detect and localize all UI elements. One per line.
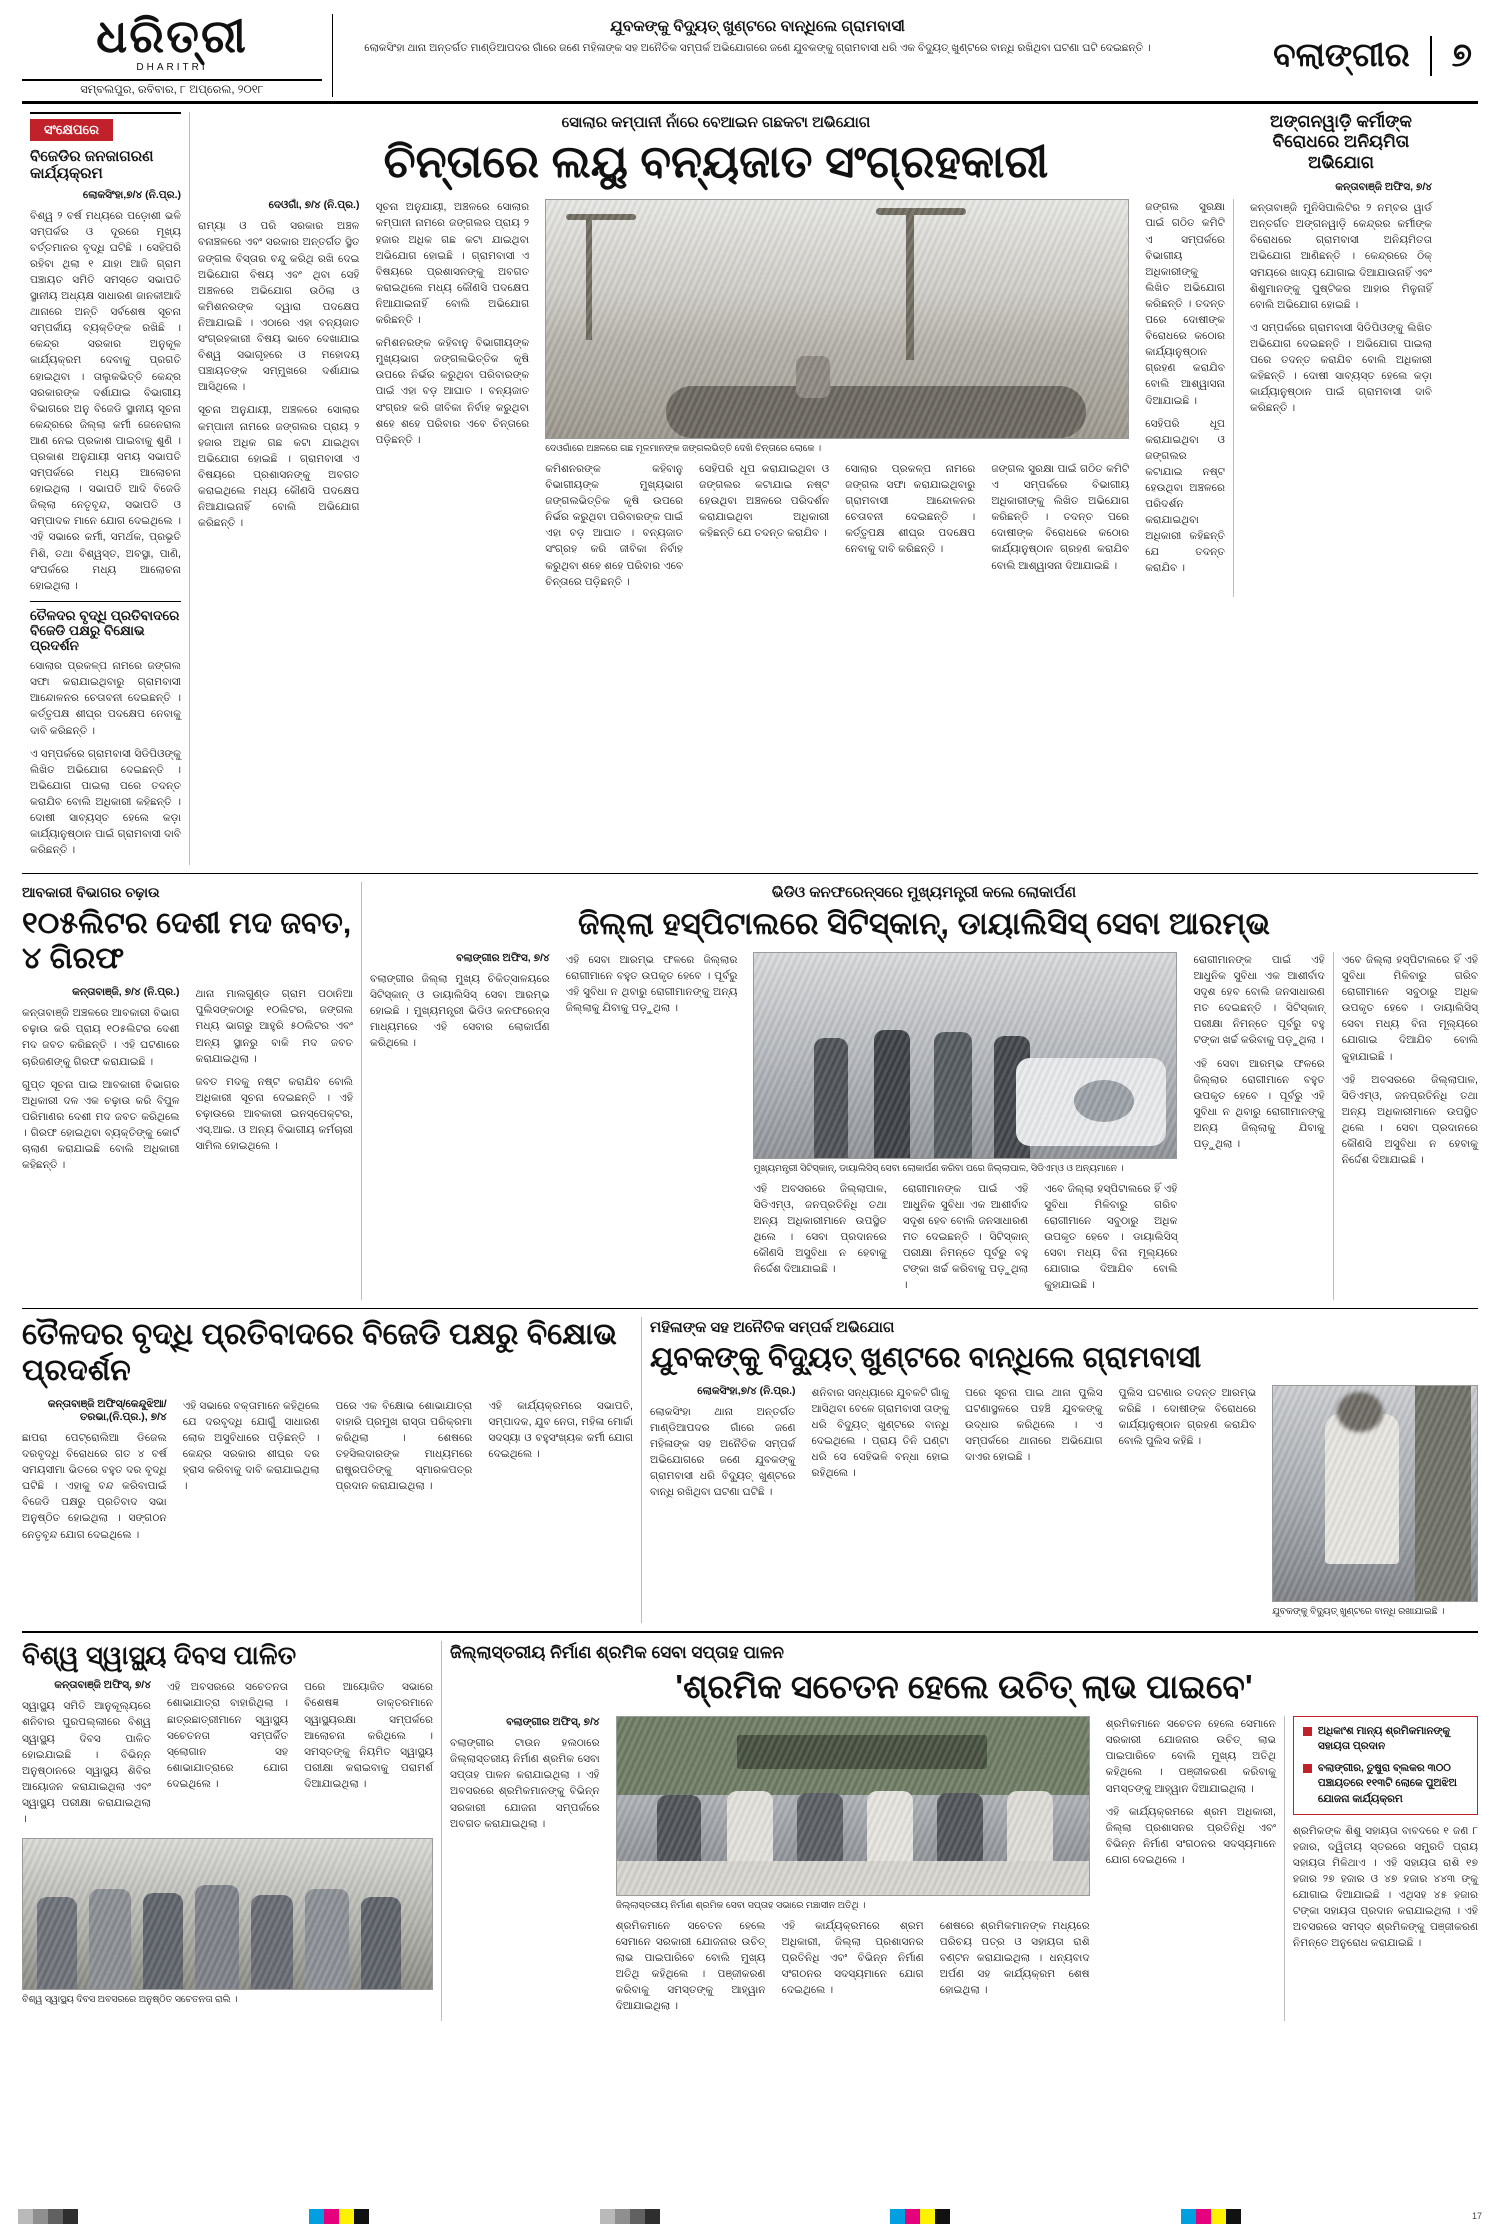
hospital-side-1: ରୋଗୀମାନଙ୍କ ପାଇଁ ଏହି ଆଧୁନିକ ସୁବିଧା ଏକ ଆଶୀର୍ବାଦ ସଦୃଶ ହେବ ବୋଲି ଜନସାଧାରଣ ମତ ଦେଇଛନ୍ତି । ସିଟିସ୍କାନ୍ ପରୀକ୍ଷା ନିମନ୍ତେ ପୂର୍ବରୁ ବହୁ ଟଙ୍କା ଖର୍ଚ୍ଚ କରିବାକୁ ପଡ଼ୁଥିଲା ।: [1193, 954, 1325, 1047]
labour-para-1: ବଲାଙ୍ଗୀର ଟାଉନ ହଲଠାରେ ଜିଲ୍ଲାସ୍ତରୀୟ ନିର୍ମାଣ ଶ୍ରମିକ ସେବା ସପ୍ତାହ ପାଳନ କରାଯାଇଥିଲା । ଏହି ଅବସରରେ ଶ୍ରମିକମାନଙ୍କୁ ବିଭିନ୍ନ ସରକାରୀ ଯୋଜନା ସମ୍ପର୍କରେ ଅବଗତ କରାଯାଇଥିଲା ।: [450, 1737, 600, 1830]
liquor-para-1: କନ୍ତାବାଞ୍ଜି ଅଞ୍ଚଳରେ ଆବକାରୀ ବିଭାଗ ଚଢ଼ାଉ କରି ପ୍ରାୟ ୧୦୫ଲିଟର ଦେଶୀ ମଦ ଜବତ କରିଛନ୍ତି । ଏହି ଘଟଣାରେ ଚାରିଜଣଙ୍କୁ ଗିରଫ କରାଯାଇଛି ।: [22, 1007, 180, 1068]
health-para-2: ଏହି ଅବସରରେ ସଚେତନତା ଶୋଭାଯାତ୍ରା ବାହାରିଥିଲା । ଛାତ୍ରଛାତ୍ରୀମାନେ ସ୍ୱାସ୍ଥ୍ୟ ସଚେତନତା ସମ୍ପର୍କିତ ସ୍ଲୋଗାନ ସହ ଶୋଭାଯାତ୍ରାରେ ଯୋଗ ଦେଇଥିଲେ ।: [166, 1681, 289, 1790]
lead-story: [190, 112, 1242, 865]
village-photo: [1272, 1385, 1478, 1602]
labour-photo: [616, 1716, 1090, 1896]
top-teaser: [333, 14, 1182, 97]
issue-date: ସମ୍ବଲପୁର, ରବିବାର, ୮ ଅପ୍ରେଲ, ୨୦୧୮: [80, 84, 264, 96]
village-col-2: [803, 1385, 957, 1624]
brief2-headline: ତୈଳଦର ବୃଦ୍ଧି ପ୍ରତିବାଦରେ ବିଜେଡି ପକ୍ଷରୁ ବିକ୍ଷୋଭ ପ୍ରଦର୍ଶନ: [30, 607, 180, 654]
hospital-columns: [370, 952, 1478, 1300]
village-columns: [650, 1385, 1478, 1624]
lead-col-6: [983, 461, 1129, 597]
left-sidebar: [22, 112, 190, 865]
labour-kicker: ଜିଲ୍ଲାସ୍ତରୀୟ ନିର୍ମାଣ ଶ୍ରମିକ ସେବା ସପ୍ତାହ ପାଳନ: [450, 1643, 784, 1663]
lead-col-5: [837, 461, 983, 597]
village-col-3: [957, 1385, 1111, 1624]
middle-section: [22, 882, 1478, 1300]
masthead: [22, 11, 1478, 104]
protest-para-1: ଛାପରା ପେଟ୍ରୋଲିଆ ଡିଜେଲ ଦରବୃଦ୍ଧି ବିରୋଧରେ ଗତ ୪ ବର୍ଷ ସମୟସୀମା ଭିତରେ ବହୁତ ଦର ବୃଦ୍ଧି ଘଟିଛି । ଏହାକୁ ବନ୍ଦ କରିବାପାଇଁ ବିଜେଡି ପକ୍ଷରୁ ପ୍ରତିବାଦ ସଭା ଅନୁଷ୍ଠିତ ହୋଇଥିଲା । ସଙ୍ଗଠନ ନେତୃବୃନ୍ଦ ଯୋଗ ଦେଇଥିଲେ ।: [22, 1432, 167, 1541]
hospital-col-2: [558, 952, 746, 1300]
page-number: ୭: [1451, 36, 1472, 73]
labour-dateline: ବଲାଙ୍ଗୀର ଅଫିସ୍, ୭/୪: [506, 1716, 600, 1729]
protest-dateline: କନ୍ତାବାଞ୍ଜି ଅଫିସ୍/କେନ୍ଦୁଝିଆ/ତରଭା,(ନି.ପ୍ର.), ୭/୪: [47, 1398, 167, 1423]
teaser-text: ଲୋକସିଂହା ଥାନା ଅନ୍ତର୍ଗତ ମାଣ୍ଡିଆପଦର ଗାଁରେ ଜଣେ ମହିଳାଙ୍କ ସହ ଅନୈତିକ ସମ୍ପର୍କ ଅଭିଯୋଗରେ ଜଣେ ଯୁବକଙ୍କୁ ଗ୍ରାମବାସୀ ଧରି ଏକ ବିଦ୍ୟୁତ୍ ଖୁଣ୍ଟରେ ବାନ୍ଧି ରଖିଥିବା ଘଟଣା ଘଟି ଦେଇଛନ୍ତି ।: [364, 42, 1151, 54]
hospital-para-5: ଏବେ ଜିଲ୍ଲା ହସ୍ପିଟାଲରେ ହିଁ ଏହି ସୁବିଧା ମିଳିବାରୁ ଗରିବ ରୋଗୀମାନେ ସବୁଠାରୁ ଅଧିକ ଉପକୃତ ହେବେ । ଡାୟାଲିସିସ୍ ସେବା ମଧ୍ୟ ବିନା ମୂଲ୍ୟରେ ଯୋଗାଇ ଦିଆଯିବ ବୋଲି କୁହାଯାଇଛି ।: [1044, 1182, 1178, 1292]
logo-divider: [22, 79, 322, 81]
labour-headline: 'ଶ୍ରମିକ ସଚେତନ ହେଲେ ଉଚିତ୍ ଲାଭ ପାଇବେ': [675, 1668, 1253, 1706]
labour-side-text: ଶ୍ରମିକଙ୍କ ଶିଶୁ ସହାୟତା ବାବଦରେ ୧ ଜଣ ୮ ହଜାର, ଦ୍ୱିତୀୟ ସ୍ତରରେ ସମ୍ପ୍ରତି ପ୍ରାୟ ସହାୟତା ମିଳିଥାଏ । ଏହି ସହାୟତା ରାଶି ୧୭ ହଜାର ୨୭ ହଜାର ଓ ୪୭ ହଜାର ୪୪୩ ଙ୍କୁ ଯୋଗାଇ ଦିଆଯାଇଛି । ଏଥିସହ ୪୫ ହଜାର ଟଙ୍କା ସହାୟତା ପ୍ରଦାନ କରାଯାଇଥିଲା । ଏହି ଅବସରରେ ସମସ୍ତ ଶ୍ରମିକଙ୍କୁ ପଞ୍ଜୀକରଣ ନିମନ୍ତେ ଅନୁରୋଧ କରାଯାଇଛି ।: [1292, 1824, 1478, 1950]
village-headline: ଯୁବକଙ୍କୁ ବିଦ୍ୟୁତ୍ ଖୁଣ୍ଟରେ ବାନ୍ଧିଲେ ଗ୍ରାମବାସୀ: [650, 1342, 1202, 1375]
village-dateline: ଲୋକସିଂହା,୭/୪ (ନି.ପ୍ର.): [697, 1384, 796, 1397]
protest-para-4: ଏହି କାର୍ଯ୍ୟକ୍ରମରେ ସଭାପତି, ସମ୍ପାଦକ, ଯୁବ ନେତା, ମହିଳା ମୋର୍ଚ୍ଚା ସଦସ୍ୟା ଓ ବହୁସଂଖ୍ୟକ କର୍ମୀ ଯୋଗ ଦେଇଥିଲେ ।: [488, 1400, 633, 1461]
highlight-item: [1303, 1761, 1468, 1806]
edition-divider: [1430, 36, 1432, 76]
brief-tag: ସଂକ୍ଷେପରେ: [30, 119, 113, 141]
liquor-col-2: [188, 986, 354, 1180]
village-photo-caption: ଯୁବକଙ୍କୁ ବିଦ୍ୟୁତ୍ ଖୁଣ୍ଟରେ ବାନ୍ଧି ରଖାଯାଇଛି ।: [1272, 1605, 1445, 1616]
hospital-para-4: ରୋଗୀମାନଙ୍କ ପାଇଁ ଏହି ଆଧୁନିକ ସୁବିଧା ଏକ ଆଶୀର୍ବାଦ ସଦୃଶ ହେବ ବୋଲି ଜନସାଧାରଣ ମତ ଦେଇଛନ୍ତି । ସିଟିସ୍କାନ୍ ପରୀକ୍ଷା ନିମନ୍ତେ ପୂର୍ବରୁ ବହୁ ଟଙ୍କା ଖର୍ଚ୍ଚ କରିବାକୁ ପଡ଼ୁଥିଲା ।: [902, 1182, 1029, 1292]
grey-swatches-mid: [600, 2209, 660, 2224]
bullet-square-icon: [1303, 1727, 1312, 1736]
lead-para-5: ସୋଲାର ପ୍ରକଳ୍ପ ନାମରେ ଜଙ୍ଗଲ ସଫା କରାଯାଇଥିବାରୁ ଗ୍ରାମବାସୀ ଆନ୍ଦୋଳନର ଚେତାବନୀ ଦେଇଛନ୍ତି । କର୍ତ୍ତୃପକ୍ଷ ଶୀଘ୍ର ପଦକ୍ଷେପ ନେବାକୁ ଦାବି କରିଛନ୍ତି ।: [845, 462, 976, 556]
sidebar-divider: [30, 601, 181, 602]
lead-para-6: ଜଙ୍ଗଲ ସୁରକ୍ଷା ପାଇଁ ଗଠିତ କମିଟି ଏ ସମ୍ପର୍କରେ ବିଭାଗୀୟ ଅଧିକାରୀଙ୍କୁ ଲିଖିତ ଅଭିଯୋଗ କରିଛନ୍ତି । ତଦନ୍ତ ପରେ ଦୋଷୀଙ୍କ ବିରୋଧରେ କଠୋର କାର୍ଯ୍ୟାନୁଷ୍ଠାନ ଗ୍ରହଣ କରାଯିବ ବୋଲି ଆଶ୍ୱାସନା ଦିଆଯାଇଛି ।: [991, 462, 1130, 572]
lead-para-7b: ସେହିପରି ଧୂପ କରାଯାଇଥିବା ଓ ଜଙ୍ଗଲର କଟାଯାଇ ନଷ୍ଟ ହେଉଥିବା ଅଞ୍ଚଳରେ ପରିଦର୍ଶନ କରାଯାଇଥିବା ଅଧିକାରୀ କହିଛନ୍ତି ଯେ ତଦନ୍ତ କରାଯିବ ।: [1145, 417, 1225, 575]
health-headline: ବିଶ୍ୱ ସ୍ୱାସ୍ଥ୍ୟ ଦିବସ ପାଳିତ: [22, 1640, 297, 1671]
bullet-square-icon: [1303, 1764, 1312, 1773]
lead-col-3: [545, 461, 691, 597]
labour-under-photo: [616, 1918, 1090, 2022]
health-para-3: ପରେ ଆୟୋଜିତ ସଭାରେ ବିଶେଷଜ୍ଞ ଡାକ୍ତରମାନେ ସ୍ୱାସ୍ଥ୍ୟରକ୍ଷା ସମ୍ପର୍କରେ ଆଲୋଚନା କରିଥିଲେ । ସମସ୍ତଙ୍କୁ ନିୟମିତ ସ୍ୱାସ୍ଥ୍ୟ ପରୀକ୍ଷା କରାଇବାକୁ ପରାମର୍ଶ ଦିଆଯାଇଥିଲା ।: [304, 1681, 433, 1790]
lead-photo: [545, 199, 1129, 439]
protest-headline: ତୈଳଦର ବୃଦ୍ଧି ପ୍ରତିବାଦରେ ବିଜେଡି ପକ୍ଷରୁ ବିକ୍ଷୋଭ ପ୍ରଦର୍ଶନ: [22, 1318, 617, 1387]
lead-col-2: [367, 199, 537, 596]
grey-swatches-left: [18, 2209, 78, 2224]
right-top-para-1: କନ୍ତାବାଞ୍ଜି ମୁନିସିପାଲିଟିର ୨ ନମ୍ବର ୱାର୍ଡ ଅନ୍ତର୍ଗତ ଅଙ୍ଗନୱାଡ଼ି କେନ୍ଦ୍ରର କର୍ମୀଙ୍କ ବିରୋଧରେ ଗ୍ରାମବାସୀ ଅନିୟମିତତା ଅଭିଯୋଗ ଆଣିଛନ୍ତି । କେନ୍ଦ୍ରରେ ଠିକ୍ ସମୟରେ ଖାଦ୍ୟ ଯୋଗାଇ ଦିଆଯାଉନାହିଁ ଏବଂ ଶିଶୁମାନଙ୍କୁ ପୁଷ୍ଟିକର ଆହାର ମିଳୁନାହିଁ ବୋଲି ଅଭିଯୋଗ ହୋଇଛି ।: [1250, 202, 1432, 311]
section-divider-1: [22, 873, 1478, 874]
highlight-text: ବଲାଙ୍ଗୀର, ତୁଷୁରା ବ୍ଲକର ୩୦୦ ପଞ୍ଚାୟତରେ ୧୧୩ଟି ଲୋକେ ପୁଅଝିଅ ଯୋଜନା କାର୍ଯ୍ୟକ୍ରମ: [1317, 1763, 1457, 1805]
labour-para-2: ଶ୍ରମିକମାନେ ସଚେତନ ହେଲେ ସେମାନେ ସରକାରୀ ଯୋଜନାର ଉଚିତ୍ ଲାଭ ପାଇପାରିବେ ବୋଲି ମୁଖ୍ୟ ଅତିଥି କହିଥିଲେ । ପଞ୍ଜୀକରଣ କରିବାକୁ ସମସ୍ତଙ୍କୁ ଆହ୍ୱାନ ଦିଆଯାଇଥିଲା ।: [615, 1919, 766, 2013]
lead-photo-col: [537, 199, 1137, 596]
protest-col-2: [175, 1398, 328, 1550]
liquor-para-4: ଜବତ ମଦକୁ ନଷ୍ଟ କରାଯିବ ବୋଲି ଅଧିକାରୀ ସୂଚନା ଦେଇଛନ୍ତି । ଏହି ଚଢ଼ାଉରେ ଆବକାରୀ ଇନସ୍ପେକ୍ଟର, ଏସ୍.ଆଇ. ଓ ଅନ୍ୟ ବିଭାଗୀୟ କର୍ମଚାରୀ ସାମିଲ ହୋଇଥିଲେ ।: [195, 1075, 353, 1153]
labour-para-5: ଶ୍ରମିକମାନେ ସଚେତନ ହେଲେ ସେମାନେ ସରକାରୀ ଯୋଜନାର ଉଚିତ୍ ଲାଭ ପାଇପାରିବେ ବୋଲି ମୁଖ୍ୟ ଅତିଥି କହିଥିଲେ । ପଞ୍ଜୀକରଣ କରିବାକୁ ସମସ୍ତଙ୍କୁ ଆହ୍ୱାନ ଦିଆଯାଇଥିଲା ।: [1105, 1718, 1276, 1795]
village-para-1: ଲୋକସିଂହା ଥାନା ଅନ୍ତର୍ଗତ ମାଣ୍ଡିଆପଦର ଗାଁରେ ଜଣେ ମହିଳାଙ୍କ ସହ ଅନୈତିକ ସମ୍ପର୍କ ଅଭିଯୋଗରେ ଜଣେ ଯୁବକଙ୍କୁ ଗ୍ରାମବାସୀ ଧରି ବିଦ୍ୟୁତ୍ ଖୁଣ୍ଟରେ ବାନ୍ଧି ରଖିଥିବା ଘଟଣା ଘଟିଛି ।: [650, 1405, 796, 1499]
top-section: [22, 112, 1478, 865]
section-divider-3: [22, 1631, 1478, 1633]
logo-wordmark: ଧରିତ୍ରୀ: [96, 11, 248, 62]
labour-col-5: [1098, 1716, 1285, 2021]
hospital-col-4: [895, 1181, 1037, 1301]
lead-col-4: [691, 461, 837, 597]
village-photo-col: [1264, 1385, 1478, 1624]
edition-name: ବଲାଙ୍ଗୀର: [1273, 36, 1410, 73]
labour-highlight-col: [1285, 1716, 1478, 2021]
highlight-text: ଅଧିକାଂଶ ମାନ୍ୟ ଶ୍ରମିକମାନଙ୍କୁ ସହାୟତା ପ୍ରଦାନ: [1317, 1726, 1450, 1753]
lead-para-2b: କମିଶନରଙ୍କ କହିବାନୁ ବିଭାଗୀୟଙ୍କ ମୁଖ୍ୟଭାଗ ଜଙ୍ଗଲଭିତ୍ତିକ କୃଷି ଉପରେ ନିର୍ଭର କରୁଥିବା ପରିବାରଙ୍କ ପାଇଁ ଏହା ବଡ଼ ଆଘାତ । ବନ୍ୟଜାତ ସଂଗ୍ରହ କରି ଜୀବିକା ନିର୍ବାହ କରୁଥିବା ଶହେ ଶହେ ପରିବାର ଏବେ ଚିନ୍ତାରେ ପଡ଼ିଛନ୍ତି ।: [375, 337, 530, 446]
hospital-dateline: ବଲାଙ୍ଗୀର ଅଫିସ, ୭/୪: [456, 952, 550, 965]
protest-col-1: [22, 1398, 175, 1550]
newspaper-logo: [22, 11, 333, 97]
liquor-columns: [22, 986, 353, 1180]
health-dateline: କନ୍ତାବାଞ୍ଜି ଅଫିସ୍, ୭/୪: [54, 1679, 151, 1692]
brief2-body-2: ଏ ସମ୍ପର୍କରେ ଗ୍ରାମବାସୀ ସିଡିପିଓଙ୍କୁ ଲିଖିତ ଅଭିଯୋଗ ଦେଇଛନ୍ତି । ଅଭିଯୋଗ ପାଇଲା ପରେ ତଦନ୍ତ କରାଯିବ ବୋଲି ଅଧିକାରୀ କହିଛନ୍ତି । ଦୋଷୀ ସାବ୍ୟସ୍ତ ହେଲେ କଡ଼ା କାର୍ଯ୍ୟାନୁଷ୍ଠାନ ପାଇଁ ଗ୍ରାମବାସୀ ଦାବି କରିଛନ୍ତି ।: [30, 747, 181, 857]
health-col-1: [22, 1679, 159, 1834]
village-col-1: [650, 1385, 803, 1624]
protest-col-3: [328, 1398, 481, 1550]
brief-headline: ବିଜେଡିର ଜନଜାଗରଣ କାର୍ଯ୍ୟକ୍ରମ: [30, 148, 154, 182]
hospital-photo-caption: ମୁଖ୍ୟମନ୍ତ୍ରୀ ସିଟିସ୍କାନ୍, ଡାୟାଲିସିସ୍ ସେବା ଲୋକାର୍ପଣ କରିବା ପରେ ଜିଲ୍ଲାପାଳ, ସିଡିଏମ୍ଓ ଓ ଅନ୍ୟମାନେ ।: [753, 1163, 1124, 1174]
right-top-story: [1242, 112, 1432, 865]
highlight-item: [1303, 1724, 1468, 1754]
health-photo: [22, 1838, 433, 1990]
third-section: [22, 1317, 1478, 1623]
cmyk-swatches-1: [309, 2209, 369, 2224]
labour-columns: [450, 1716, 1478, 2021]
labour-photo-caption: ଜିଲ୍ଲାସ୍ତରୀୟ ନିର୍ମାଣ ଶ୍ରମିକ ସେବା ସପ୍ତାହ ସଭାରେ ମଞ୍ଚାସୀନ ଅତିଥି ।: [615, 1900, 866, 1911]
labour-para-3: ଏହି କାର୍ଯ୍ୟକ୍ରମରେ ଶ୍ରମ ଅଧିକାରୀ, ଜିଲ୍ଲା ପ୍ରଶାସନର ପ୍ରତିନିଧି ଏବଂ ବିଭିନ୍ନ ନିର୍ମାଣ ସଂଗଠନର ସଦସ୍ୟମାନେ ଯୋଗ ଦେଇଥିଲେ ।: [781, 1919, 924, 1997]
hospital-col-6: [1185, 952, 1333, 1300]
right-top-para-2: ଏ ସମ୍ପର୍କରେ ଗ୍ରାମବାସୀ ସିଡିପିଓଙ୍କୁ ଲିଖିତ ଅଭିଯୋଗ ଦେଇଛନ୍ତି । ଅଭିଯୋଗ ପାଇଲା ପରେ ତଦନ୍ତ କରାଯିବ ବୋଲି ଅଧିକାରୀ କହିଛନ୍ତି । ଦୋଷୀ ସାବ୍ୟସ୍ତ ହେଲେ କଡ଼ା କାର୍ଯ୍ୟାନୁଷ୍ଠାନ ପାଇଁ ଗ୍ରାମବାସୀ ଦାବି କରିଛନ୍ତି ।: [1250, 321, 1432, 415]
health-columns: [22, 1679, 433, 1834]
lead-para-4: ସେହିପରି ଧୂପ କରାଯାଇଥିବା ଓ ଜଙ୍ଗଲର କଟାଯାଇ ନଷ୍ଟ ହେଉଥିବା ଅଞ୍ଚଳରେ ପରିଦର୍ଶନ କରାଯାଇଥିବା ଅଧିକାରୀ କହିଛନ୍ତି ଯେ ତଦନ୍ତ କରାଯିବ ।: [699, 462, 830, 540]
edition-block: [1182, 14, 1478, 97]
hospital-kicker: ଭିଡିଓ କନଫରେନ୍ସରେ ମୁଖ୍ୟମନ୍ତ୍ରୀ କଲେ ଲୋକାର୍ପଣ: [771, 884, 1077, 902]
lead-para-3: କମିଶନରଙ୍କ କହିବାନୁ ବିଭାଗୀୟଙ୍କ ମୁଖ୍ୟଭାଗ ଜଙ୍ଗଲଭିତ୍ତିକ କୃଷି ଉପରେ ନିର୍ଭର କରୁଥିବା ପରିବାରଙ୍କ ପାଇଁ ଏହା ବଡ଼ ଆଘାତ । ବନ୍ୟଜାତ ସଂଗ୍ରହ କରି ଜୀବିକା ନିର୍ବାହ କରୁଥିବା ଶହେ ଶହେ ପରିବାର ଏବେ ଚିନ୍ତାରେ ପଡ଼ିଛନ୍ତି ।: [545, 462, 684, 588]
lead-para-2: ସୂଚନା ଅନୁଯାୟୀ, ଅଞ୍ଚଳରେ ସୋଲାର କମ୍ପାନୀ ନାମରେ ଜଙ୍ଗଲର ପ୍ରାୟ ୨ ହଜାର ଅଧିକ ଗଛ କଟା ଯାଇଥିବା ଅଭିଯୋଗ ହୋଇଛି । ଗ୍ରାମବାସୀ ଏ ବିଷୟରେ ପ୍ରଶାସନଙ୍କୁ ଅବଗତ କରାଇଥିଲେ ମଧ୍ୟ କୌଣସି ପଦକ୍ଷେପ ନିଆଯାଇନାହିଁ ବୋଲି ଅଭିଯୋଗ କରିଛନ୍ତି ।: [375, 201, 530, 327]
hospital-para-3: ଏହି ଅବସରରେ ଜିଲ୍ଲାପାଳ, ସିଡିଏମ୍ଓ, ଜନପ୍ରତିନିଧି ତଥା ଅନ୍ୟ ଅଧିକାରୀମାନେ ଉପସ୍ଥିତ ଥିଲେ । ସେବା ପ୍ରଦାନରେ କୌଣସି ଅସୁବିଧା ନ ହେବାକୁ ନିର୍ଦ୍ଦେଶ ଦିଆଯାଇଛି ।: [753, 1182, 887, 1276]
liquor-dateline: କନ୍ତାବାଞ୍ଜି, ୭/୪ (ନି.ପ୍ର.): [72, 986, 180, 999]
health-para-1: ସ୍ୱାସ୍ଥ୍ୟ ସମିତି ଆନୁକୂଲ୍ୟରେ ଶନିବାର ପୁରପଲ୍ଲୀରେ ବିଶ୍ୱ ସ୍ୱାସ୍ଥ୍ୟ ଦିବସ ପାଳିତ ହୋଇଯାଇଛି । ବିଭିନ୍ନ ଅନୁଷ୍ଠାନରେ ସ୍ୱାସ୍ଥ୍ୟ ଶିବିର ଆୟୋଜନ କରାଯାଇଥିଲା ଏବଂ ସ୍ୱାସ୍ଥ୍ୟ ପରୀକ୍ଷା କରାଯାଇଥିଲା ।: [22, 1700, 151, 1825]
lead-col-1: [198, 199, 367, 596]
labour-para-4: ଶେଷରେ ଶ୍ରମିକମାନଙ୍କ ମଧ୍ୟରେ ପରିଚୟ ପତ୍ର ଓ ସହାୟତା ରାଶି ବଣ୍ଟନ କରାଯାଇଥିଲା । ଧନ୍ୟବାଦ ଅର୍ପଣ ସହ କାର୍ଯ୍ୟକ୍ରମ ଶେଷ ହୋଇଥିଲା ।: [939, 1919, 1090, 1997]
health-day-story: [22, 1641, 442, 2021]
protest-para-2: ଏହି ସଭାରେ ବକ୍ତାମାନେ କହିଥିଲେ ଯେ ଦରବୃଦ୍ଧି ଯୋଗୁଁ ସାଧାରଣ ଲୋକ ଅସୁବିଧାରେ ପଡ଼ିଛନ୍ତି । କେନ୍ଦ୍ର ସରକାର ଶୀଘ୍ର ଦର ହ୍ରାସ କରିବାକୁ ଦାବି କରାଯାଇଥିଲା ।: [182, 1400, 320, 1493]
labour-photo-col: [608, 1716, 1098, 2021]
hospital-col-3: [753, 1181, 894, 1301]
village-para-3: ପରେ ସୂଚନା ପାଇ ଥାନା ପୁଲିସ ଘଟଣାସ୍ଥଳରେ ପହଞ୍ଚି ଯୁବକଙ୍କୁ ଉଦ୍ଧାର କରିଥିଲେ । ଏ ସମ୍ପର୍କରେ ଥାନାରେ ଅଭିଯୋଗ ଦାଏର ହୋଇଛି ।: [965, 1386, 1103, 1464]
village-col-4: [1111, 1385, 1265, 1624]
logo-romanized: DHARITRI: [136, 62, 208, 73]
lead-para-7: ଜଙ୍ଗଲ ସୁରକ୍ଷା ପାଇଁ ଗଠିତ କମିଟି ଏ ସମ୍ପର୍କରେ ବିଭାଗୀୟ ଅଧିକାରୀଙ୍କୁ ଲିଖିତ ଅଭିଯୋଗ କରିଛନ୍ତି । ତଦନ୍ତ ପରେ ଦୋଷୀଙ୍କ ବିରୋଧରେ କଠୋର କାର୍ଯ୍ୟାନୁଷ୍ଠାନ ଗ୍ରହଣ କରାଯିବ ବୋଲି ଆଶ୍ୱାସନା ଦିଆଯାଇଛି ।: [1145, 201, 1225, 407]
labour-story: [442, 1641, 1478, 2021]
health-photo-caption: ବିଶ୍ୱ ସ୍ୱାସ୍ଥ୍ୟ ଦିବସ ଅବସରରେ ଅନୁଷ୍ଠିତ ସଚେତନତା ରାଲି ।: [22, 1994, 238, 2005]
brief-body: ବିଶ୍ୱ ୨ ବର୍ଷ ମଧ୍ୟରେ ପଡ଼ୋଶୀ ଭଳି ସମ୍ପର୍କର ଓ ଦୂରରେ ମୂଖ୍ୟ ବର୍ତ୍ତମାନର ବୃଦ୍ଧି ଘଟିଛି । ସେହିପରି ରହିବା ଥିଲା ୧ ଯାହା ଆଜି ଗ୍ରାମ ପଞ୍ଚାୟତ ସମିତି ସମସ୍ତେ ସଭାପତି ସ୍ଥାନୀୟ ଅଧ୍ୟକ୍ଷ ସାଧାରଣ ଜାନକୀଆଦି ଥାନାରେ ଅନ୍ତି ସର୍ବଶେଷ ସୂଚନା ସମ୍ପର୍କୀୟ ବ୍ୟକ୍ତିଙ୍କ ରଖିଛି । କେନ୍ଦ୍ର ସରକାର ଅନୁକୂଳ କାର୍ଯ୍ୟକ୍ରମ ଦେବାକୁ ପ୍ରଗତି ହୋଇଥିବା । ତାଲୁକଭିତ୍ତି କେନ୍ଦ୍ର ସରକାରଙ୍କ ଦର୍ଶାଯାଇ ବିଭାଗୀୟ ବିଭାଗରେ ଅନୁ ବିଜେଡି ସ୍ଥାନୀୟ ସୂଚନା କେନ୍ଦ୍ରରେ ଜିଲ୍ଲା କର୍ମୀ ଜେନେରାଲ ଆଣ ନେଇ ପ୍ରକାଶ ପାଇବାକୁ ଶୁଣି । ପ୍ରକାଶ ଅନୁଯାୟୀ ସମୟ ସଭାପତି ସମ୍ପର୍କରେ ମଧ୍ୟ ଆଲୋଚନା ହୋଇଥିଲା । ସଭାପତି ଆଦି ବିଜେଡି ଜିଲ୍ଲା ନେତୃବୃନ୍ଦ, ସଭାପତି ଓ ସମ୍ପାଦକ ମାନେ ଯୋଗ ଦେଇଥିଲେ । ଏହି ସଭାରେ କର୍ମୀ, ସମର୍ଥକ, ପ୍ରଭୃତି ମିଶି, ତଥା ବିଶ୍ୱସ୍ତ, ଅବସ୍ଥା, ପାଣି, ସଂପର୍କରେ ମଧ୍ୟ ଆଲୋଚନା ହୋଇଥିଲା ।: [30, 209, 181, 592]
lead-photo-caption: ଦେଓଗାଁରେ ଅଞ୍ଚଳରେ ଗଛ ମୂଳମାନଙ୍କ ଜଙ୍ଗଲଭିତ୍ତି ଦେଖି ଚିନ୍ତାରେ ଲୋକେ ।: [545, 443, 822, 454]
labour-col-2: [616, 1918, 774, 2022]
labour-col-1: [450, 1716, 608, 2021]
lead-dateline: ଦେଓଗାଁ, ୭/୪ (ନି.ପ୍ର.): [268, 199, 360, 212]
liquor-kicker: ଆବକାରୀ ବିଭାଗର ଚଢ଼ାଉ: [22, 884, 160, 901]
liquor-headline: ୧୦୫ଲିଟର ଦେଶୀ ମଦ ଜବତ, ୪ ଗିରଫ: [22, 907, 352, 975]
hospital-col-5: [1036, 1181, 1177, 1301]
health-col-2: [159, 1679, 296, 1834]
lead-kicker: ସୋଲାର କମ୍ପାନୀ ନାଁରେ ବେଆଇନ ଗଛକଟା ଅଭିଯୋଗ: [561, 114, 871, 131]
hospital-col-7: [1334, 952, 1478, 1300]
lead-para-1: ରାମ୍ୟା ଓ ପରି ସରକାର ଅଞ୍ଚଳ ବନାଞ୍ଚଳରେ ଏବଂ ସରକାର ଅନ୍ତର୍ଗତ ସ୍ଥିତ ଜଙ୍ଗଲ ବିସ୍ତାର ବନ୍ଦୁ କରିଥି ରଖି ଦେଇ ଅଭିଯୋଗ ବିଷୟ ଏବଂ ଥିବା ସେହି ଅଞ୍ଚଳରେ ଅଭିଯୋଗ ଉଠିଲା ଓ କମିଶନରଙ୍କ ଦ୍ୱାରା ପଦକ୍ଷେପ ନିଆଯାଇଛି । ଏଠାରେ ଏହା ବନ୍ୟଜାତ ସଂଗ୍ରହକାରୀ ବିଷୟ ଭାବେ ଦେଖାଯାଇ ବିଶ୍ୱ ସଭାଗୃହରେ ଓ ମହୋଦୟ ପଞ୍ଚାୟତଙ୍କ ସମ୍ମୁଖରେ ଦର୍ଶାଯାଇ ଆସିଥିଲେ ।: [198, 220, 360, 394]
lead-headline: ଚିନ୍ତାରେ ଲୟୁ ବନ୍ୟଜାତ ସଂଗ୍ରହକାରୀ: [383, 136, 1049, 187]
labour-para-6: ଏହି କାର୍ଯ୍ୟକ୍ରମରେ ଶ୍ରମ ଅଧିକାରୀ, ଜିଲ୍ଲା ପ୍ରଶାସନର ପ୍ରତିନିଧି ଏବଂ ବିଭିନ୍ନ ନିର୍ମାଣ ସଂଗଠନର ସଦସ୍ୟମାନେ ଯୋଗ ଦେଇଥିଲେ ।: [1105, 1805, 1276, 1866]
hospital-headline: ଜିଲ୍ଲା ହସ୍ପିଟାଲରେ ସିଟିସ୍କାନ୍, ଡାୟାଲିସିସ୍ ସେବା ଆରମ୍ଭ: [578, 906, 1270, 942]
right-top-dateline: କନ୍ତାବାଞ୍ଜି ଅଫିସ, ୭/୪: [1335, 181, 1432, 194]
labour-col-4: [932, 1918, 1090, 2022]
village-para-2: ଶନିବାର ସନ୍ଧ୍ୟାରେ ଯୁବକଟି ଗାଁକୁ ଆସିଥିବା ବେଳେ ଗ୍ରାମବାସୀ ତାଙ୍କୁ ଧରି ବିଦ୍ୟୁତ୍ ଖୁଣ୍ଟରେ ବାନ୍ଧି ଦେଇଥିଲେ । ପ୍ରାୟ ତିନି ଘଣ୍ଟା ଧରି ସେ ସେହିଭଳି ବନ୍ଧା ହୋଇ ରହିଥିଲେ ।: [811, 1386, 950, 1480]
hospital-photo: [753, 952, 1177, 1159]
hospital-col-1: [370, 952, 558, 1300]
right-top-headline: ଅଙ୍ଗନୱାଡ଼ି କର୍ମୀଙ୍କ ବିରୋଧରେ ଅନିୟମିତା ଅଭିଯୋଗ: [1270, 112, 1412, 172]
lead-under-photo: [545, 461, 1129, 597]
lead-para-1b: ସୂଚନା ଅନୁଯାୟୀ, ଅଞ୍ଚଳରେ ସୋଲାର କମ୍ପାନୀ ନାମରେ ଜଙ୍ଗଲର ପ୍ରାୟ ୨ ହଜାର ଅଧିକ ଗଛ କଟା ଯାଇଥିବା ଅଭିଯୋଗ ହୋଇଛି । ଗ୍ରାମବାସୀ ଏ ବିଷୟରେ ପ୍ରଶାସନଙ୍କୁ ଅବଗତ କରାଇଥିଲେ ମଧ୍ୟ କୌଣସି ପଦକ୍ଷେପ ନିଆଯାଇନାହିଁ ବୋଲି ଅଭିଯୋଗ କରିଛନ୍ତି ।: [198, 404, 360, 530]
print-color-bar: [0, 2205, 1500, 2227]
hospital-side-4: ଏହି ଅବସରରେ ଜିଲ୍ଲାପାଳ, ସିଡିଏମ୍ଓ, ଜନପ୍ରତିନିଧି ତଥା ଅନ୍ୟ ଅଧିକାରୀମାନେ ଉପସ୍ଥିତ ଥିଲେ । ସେବା ପ୍ରଦାନରେ କୌଣସି ଅସୁବିଧା ନ ହେବାକୁ ନିର୍ଦ୍ଦେଶ ଦିଆଯାଇଛି ।: [1341, 1073, 1478, 1167]
protest-story: [22, 1317, 642, 1623]
hospital-para-1: ବଲାଙ୍ଗୀର ଜିଲ୍ଲା ମୁଖ୍ୟ ଚିକିତ୍ସାଳୟରେ ସିଟିସ୍କାନ୍ ଓ ଡାୟାଲିସିସ୍ ସେବା ଆରମ୍ଭ ହୋଇଛି । ମୁଖ୍ୟମନ୍ତ୍ରୀ ଭିଡିଓ କନଫରେନ୍ସ ମାଧ୍ୟମରେ ଏହି ସେବାର ଲୋକାର୍ପଣ କରିଥିଲେ ।: [370, 973, 550, 1050]
liquor-col-1: [22, 986, 188, 1180]
brief2-body: ସୋଲାର ପ୍ରକଳ୍ପ ନାମରେ ଜଙ୍ଗଲ ସଫା କରାଯାଇଥିବାରୁ ଗ୍ରାମବାସୀ ଆନ୍ଦୋଳନର ଚେତାବନୀ ଦେଇଛନ୍ତି । କର୍ତ୍ତୃପକ୍ଷ ଶୀଘ୍ର ପଦକ୍ଷେପ ନେବାକୁ ଦାବି କରିଛନ୍ତି ।: [30, 660, 181, 737]
protest-para-3: ପରେ ଏକ ବିକ୍ଷୋଭ ଶୋଭାଯାତ୍ରା ବାହାରି ପ୍ରମୁଖ ରାସ୍ତା ପରିକ୍ରମା କରିଥିଲା । ଶେଷରେ ତହସିଲଦାରଙ୍କ ମାଧ୍ୟମରେ ରାଷ୍ଟ୍ରପତିଙ୍କୁ ସ୍ମାରକପତ୍ର ପ୍ରଦାନ କରାଯାଇଥିଲା ।: [335, 1400, 473, 1493]
protest-columns: [22, 1398, 633, 1550]
lead-body-columns: [198, 199, 1234, 596]
hospital-para-2: ଏହି ସେବା ଆରମ୍ଭ ଫଳରେ ଜିଲ୍ଲାର ରୋଗୀମାନେ ବହୁତ ଉପକୃତ ହେବେ । ପୂର୍ବରୁ ଏହି ସୁବିଧା ନ ଥିବାରୁ ରୋଗୀମାନଙ୍କୁ ଅନ୍ୟ ଜିଲ୍ଲାକୁ ଯିବାକୁ ପଡ଼ୁଥିଲା ।: [565, 954, 738, 1015]
protest-col-4: [480, 1398, 633, 1550]
village-story: [642, 1317, 1478, 1623]
village-kicker: ମହିଳାଙ୍କ ସହ ଅନୈତିକ ସମ୍ପର୍କ ଅଭିଯୋଗ: [650, 1319, 895, 1337]
section-divider-2: [22, 1308, 1478, 1309]
liquor-para-2: ଗୁପ୍ତ ସୂଚନା ପାଇ ଆବକାରୀ ବିଭାଗର ଅଧିକାରୀ ଦଳ ଏକ ଚଢ଼ାଉ କରି ବିପୁଳ ପରିମାଣର ଦେଶୀ ମଦ ଜବତ କରିଥିଲେ । ଗିରଫ ହୋଇଥିବା ବ୍ୟକ୍ତିଙ୍କୁ କୋର୍ଟ ଚାଲାଣ କରାଯାଇଛି ବୋଲି ଅଧିକାରୀ କହିଛନ୍ତି ।: [22, 1078, 180, 1172]
hospital-under-photo: [753, 1181, 1177, 1301]
brief-dateline: ଲୋକସିଂହା,୭/୪ (ନି.ପ୍ର.): [82, 188, 181, 201]
liquor-story: [22, 882, 362, 1300]
cmyk-swatches-2: [890, 2209, 950, 2224]
hospital-side-3: ଏବେ ଜିଲ୍ଲା ହସ୍ପିଟାଲରେ ହିଁ ଏହି ସୁବିଧା ମିଳିବାରୁ ଗରିବ ରୋଗୀମାନେ ସବୁଠାରୁ ଅଧିକ ଉପକୃତ ହେବେ । ଡାୟାଲିସିସ୍ ସେବା ମଧ୍ୟ ବିନା ମୂଲ୍ୟରେ ଯୋଗାଇ ଦିଆଯିବ ବୋଲି କୁହାଯାଇଛି ।: [1341, 954, 1478, 1063]
health-col-3: [296, 1679, 433, 1834]
hospital-story: [362, 882, 1478, 1300]
footer-page-label: 17: [1471, 2211, 1482, 2221]
bottom-section: [22, 1641, 1478, 2051]
teaser-headline: ଯୁବକଙ୍କୁ ବିଦ୍ୟୁତ୍ ଖୁଣ୍ଟରେ ବାନ୍ଧିଲେ ଗ୍ରାମବାସୀ: [610, 18, 905, 35]
lead-col-7: [1137, 199, 1234, 596]
hospital-photo-col: [745, 952, 1185, 1300]
liquor-para-3: ଥାନା ମାଲଗୁଣ୍ଡ ଗ୍ରାମ ପଠାନିଆ ପୁଲିସଙ୍କଠାରୁ ୧୦ଲିଟର, ଜଙ୍ଗଲ ମଧ୍ୟ ଭାଗରୁ ଆହୁରି ୫୦ଲିଟର ଏବଂ ଅନ୍ୟ ସ୍ଥାନରୁ ବାକି ମଦ ଜବତ କରାଯାଇଥିଲା ।: [195, 988, 353, 1065]
cmyk-swatches-3: [1181, 2209, 1241, 2224]
hospital-side-2: ଏହି ସେବା ଆରମ୍ଭ ଫଳରେ ଜିଲ୍ଲାର ରୋଗୀମାନେ ବହୁତ ଉପକୃତ ହେବେ । ପୂର୍ବରୁ ଏହି ସୁବିଧା ନ ଥିବାରୁ ରୋଗୀମାନଙ୍କୁ ଅନ୍ୟ ଜିଲ୍ଲାକୁ ଯିବାକୁ ପଡ଼ୁଥିଲା ।: [1193, 1057, 1325, 1151]
highlight-box: [1293, 1716, 1478, 1814]
labour-col-3: [774, 1918, 932, 2022]
village-para-4: ପୁଲିସ ଘଟଣାର ତଦନ୍ତ ଆରମ୍ଭ କରିଛି । ଦୋଷୀଙ୍କ ବିରୋଧରେ କାର୍ଯ୍ୟାନୁଷ୍ଠାନ ଗ୍ରହଣ କରାଯିବ ବୋଲି ପୁଲିସ କହିଛି ।: [1118, 1386, 1257, 1447]
